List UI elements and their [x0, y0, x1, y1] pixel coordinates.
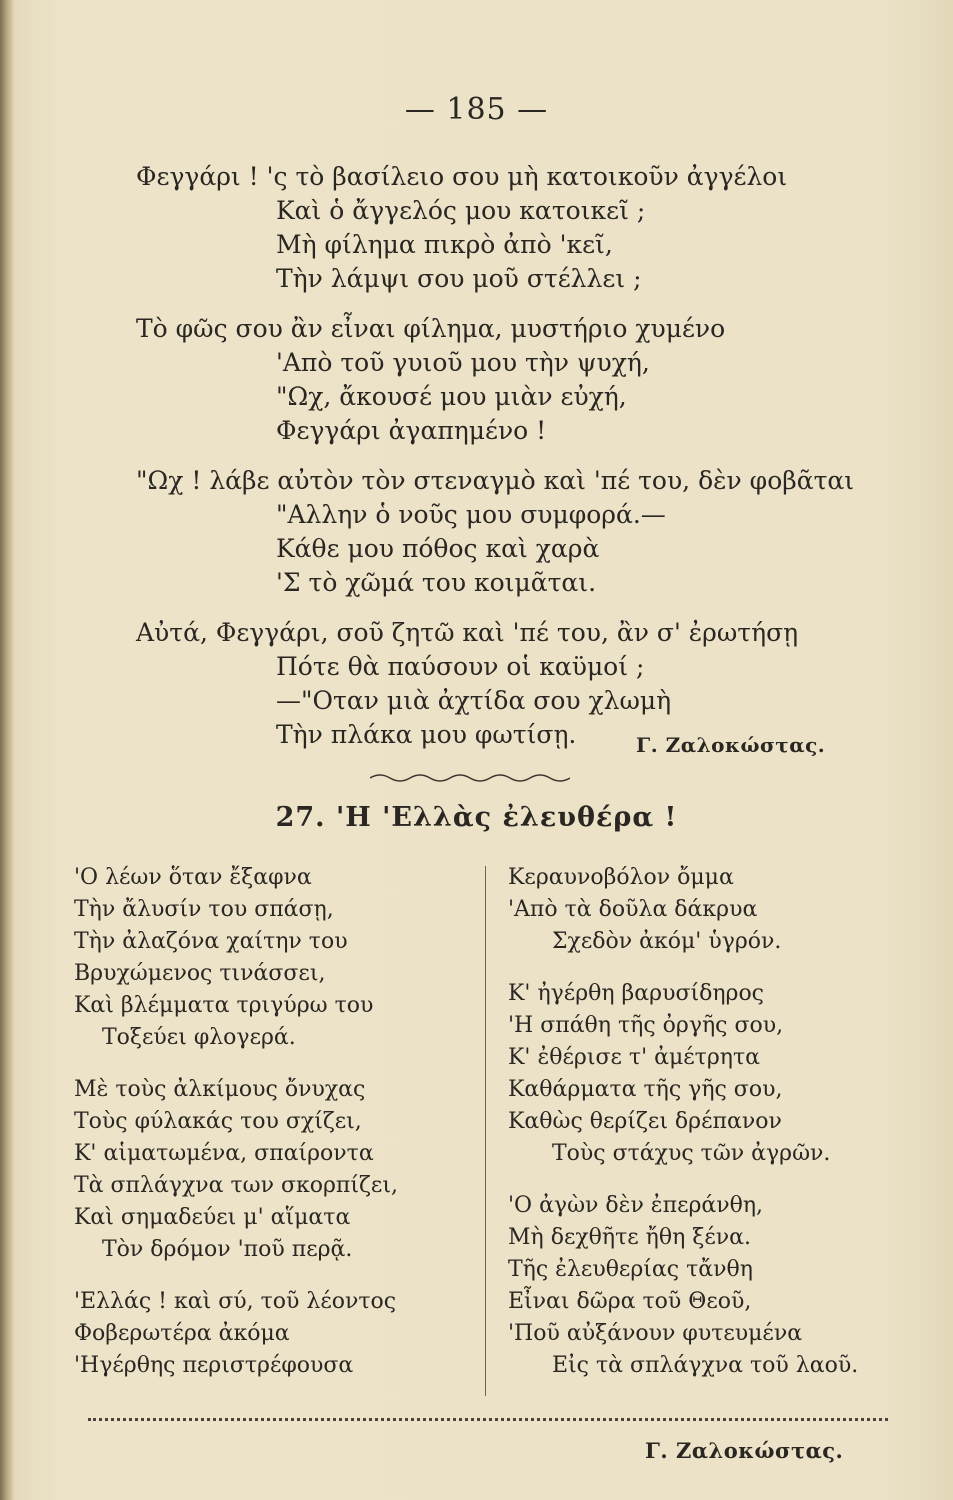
- verse-line: Καθάρματα τῆς γῆς σου,: [508, 1077, 783, 1102]
- verse-line: Τὰ σπλάγχνα των σκορπίζει,: [74, 1173, 398, 1198]
- stanza: [0, 464, 953, 600]
- verse-line: Τὸν δρόμον 'ποῦ περᾷ.: [102, 1237, 353, 1262]
- stanza: [74, 1074, 474, 1266]
- verse-line: Κ' ἐθέρισε τ' ἀμέτρητα: [508, 1045, 760, 1070]
- poem-column-left: [74, 862, 474, 1402]
- verse-line: 'Ο ἀγὼν δὲν ἐπεράνθη,: [508, 1193, 764, 1218]
- verse-line: 'Σ τὸ χῶμά του κοιμᾶται.: [276, 568, 597, 597]
- verse-line: Τὴν ἀλαζόνα χαίτην του: [74, 929, 348, 954]
- verse-line: Τὸ φῶς σου ἂν εἶναι φίλημα, μυστήριο χυμένο: [136, 314, 726, 343]
- verse-line: Τοὺς φύλακάς του σχίζει,: [74, 1109, 362, 1134]
- verse-line: Καὶ σημαδεύει μ' αἵματα: [74, 1205, 351, 1230]
- poem-signature: Γ. Ζαλοκώστας.: [645, 1438, 844, 1463]
- verse-line: Τὴν πλάκα μου φωτίσῃ.: [276, 720, 577, 749]
- verse-line: 'Ο λέων ὅταν ἔξαφνα: [74, 865, 312, 890]
- verse-line: 'Η σπάθη τῆς ὀργῆς σου,: [508, 1013, 784, 1038]
- verse-line: 'Ελλάς ! καὶ σύ, τοῦ λέοντος: [74, 1289, 397, 1314]
- column-divider: [485, 866, 486, 1396]
- stanza: [0, 160, 953, 296]
- verse-line: "Αλλην ὁ νοῦς μου συμφορά.—: [276, 500, 666, 529]
- verse-line: Τοὺς στάχυς τῶν ἀγρῶν.: [552, 1141, 831, 1166]
- verse-line: Φεγγάρι ! 'ς τὸ βασίλειο σου μὴ κατοικοῦν ἀγγέλοι: [136, 162, 788, 191]
- page-number: — 185 —: [404, 92, 549, 127]
- poem-title: 27. 'Η 'Ελλὰς ἐλευθέρα !: [275, 802, 678, 833]
- verse-line: 'Απὸ τὰ δοῦλα δάκρυα: [508, 897, 758, 922]
- verse-line: "Ωχ, ἄκουσέ μου μιὰν εὐχή,: [276, 382, 627, 411]
- ornamental-divider: [370, 772, 570, 784]
- verse-line: Φοβερωτέρα ἀκόμα: [74, 1321, 290, 1346]
- poem-moon: [0, 160, 953, 768]
- verse-line: Καὶ βλέμματα τριγύρω του: [74, 993, 374, 1018]
- verse-line: Καθὼς θερίζει δρέπανον: [508, 1109, 782, 1134]
- stanza: [74, 862, 474, 1054]
- verse-line: Βρυχώμενος τινάσσει,: [74, 961, 326, 986]
- verse-line: Τῆς ἐλευθερίας τἄνθη: [508, 1257, 753, 1282]
- verse-line: Τὴν ἄλυσίν του σπάσῃ,: [74, 897, 334, 922]
- verse-line: Κάθε μου πόθος καὶ χαρὰ: [276, 534, 600, 563]
- verse-line: 'Ηγέρθης περιστρέφουσα: [74, 1353, 354, 1378]
- verse-line: Κεραυνοβόλον ὄμμα: [508, 865, 734, 890]
- verse-line: Καὶ ὁ ἄγγελός μου κατοικεῖ ;: [276, 196, 646, 225]
- verse-line: Αὐτά, Φεγγάρι, σοῦ ζητῶ καὶ 'πέ του, ἂν σ' ἐρωτήσῃ: [136, 618, 799, 647]
- poem-signature: Γ. Ζαλοκώστας.: [636, 733, 826, 757]
- verse-line: Μὲ τοὺς ἀλκίμους ὄνυχας: [74, 1077, 366, 1102]
- verse-line: Τὴν λάμψι σου μοῦ στέλλει ;: [276, 264, 642, 293]
- verse-line: "Ωχ ! λάβε αὐτὸν τὸν στεναγμὸ καὶ 'πέ του, δὲν φοβᾶται: [136, 466, 855, 495]
- dotted-rule: [88, 1418, 888, 1421]
- verse-line: Μὴ φίλημα πικρὸ ἀπὸ 'κεῖ,: [276, 230, 613, 259]
- stanza: [0, 312, 953, 448]
- verse-line: Φεγγάρι ἀγαπημένο !: [276, 416, 547, 445]
- stanza: [508, 1190, 928, 1382]
- verse-line: —"Οταν μιὰ ἀχτίδα σου χλωμὴ: [276, 686, 672, 715]
- verse-line: Τοξεύει φλογερά.: [102, 1025, 296, 1050]
- verse-line: Πότε θὰ παύσουν οἱ καϋμοί ;: [276, 652, 645, 681]
- verse-line: 'Απὸ τοῦ γυιοῦ μου τὴν ψυχή,: [276, 348, 650, 377]
- poem-column-right: [508, 862, 928, 1402]
- verse-line: Σχεδὸν ἀκόμ' ὑγρόν.: [552, 929, 782, 954]
- stanza: [0, 616, 953, 752]
- verse-line: 'Ποῦ αὐξάνουν φυτευμένα: [508, 1321, 803, 1346]
- verse-line: Κ' ἠγέρθη βαρυσίδηρος: [508, 981, 765, 1006]
- verse-line: Εἶναι δῶρα τοῦ Θεοῦ,: [508, 1289, 752, 1314]
- verse-line: Εἰς τὰ σπλάγχνα τοῦ λαοῦ.: [552, 1353, 859, 1378]
- verse-line: Μὴ δεχθῆτε ἤθη ξένα.: [508, 1225, 751, 1250]
- verse-line: Κ' αἱματωμένα, σπαίροντα: [74, 1141, 374, 1166]
- stanza: [508, 862, 928, 958]
- stanza: [508, 978, 928, 1170]
- stanza: [74, 1286, 474, 1382]
